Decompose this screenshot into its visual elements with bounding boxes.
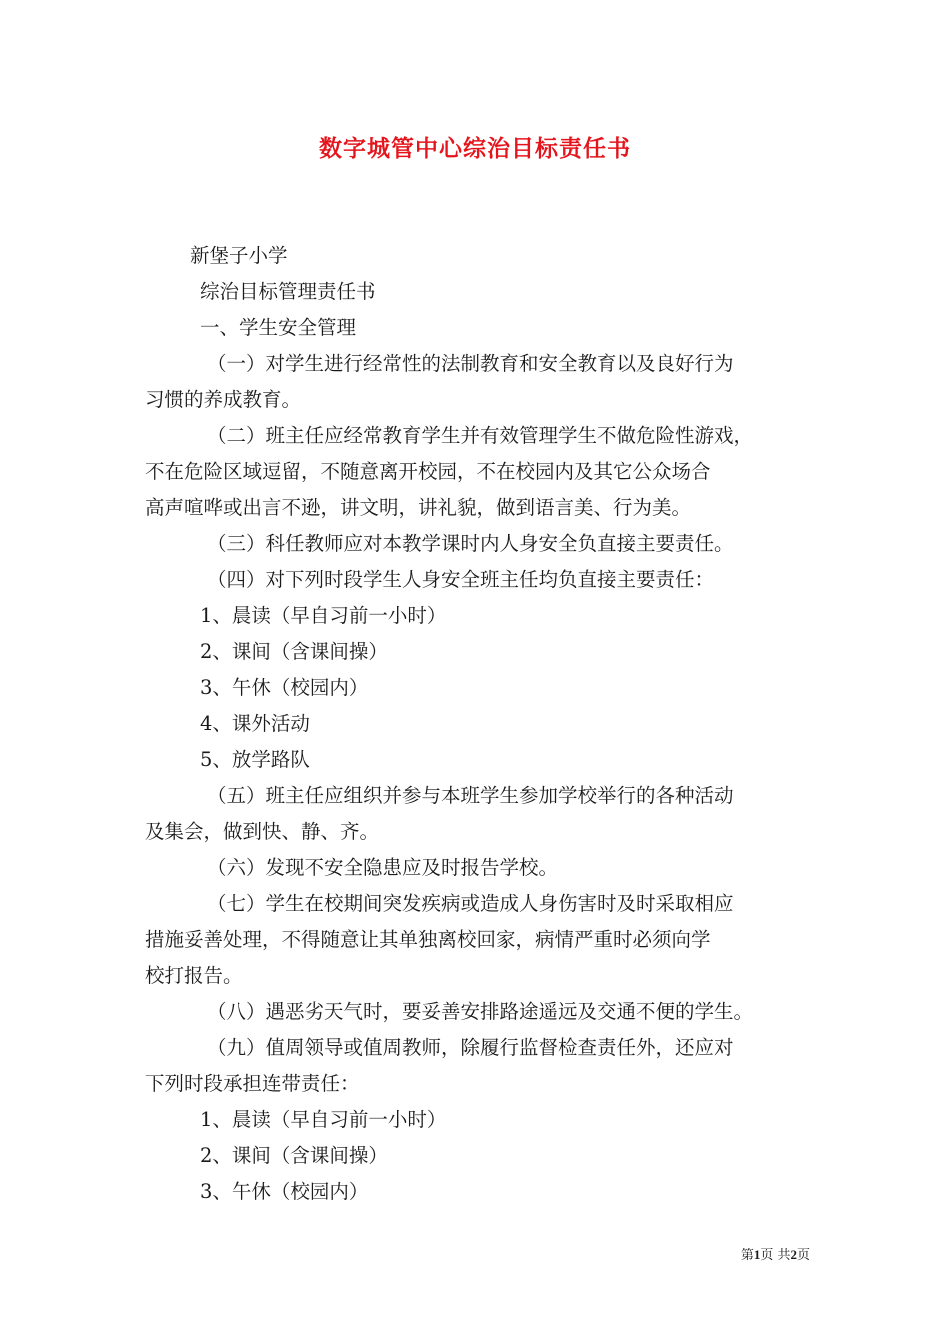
paragraph-line: （六）发现不安全隐患应及时报告学校。 <box>207 856 559 879</box>
list-item: 3、午休（校园内） <box>200 1180 369 1203</box>
list-item: 2、课间（含课间操） <box>200 1144 388 1167</box>
paragraph-line: （二）班主任应经常教育学生并有效管理学生不做危险性游戏， <box>207 424 754 447</box>
paragraph-line: 及集会，做到快、静、齐。 <box>145 820 380 843</box>
paragraph-line: 不在危险区域逗留，不随意离开校园，不在校园内及其它公众场合 <box>145 460 711 483</box>
document-body <box>145 238 815 1210</box>
current-page-number: 1 <box>753 1247 761 1262</box>
page-footer <box>700 1246 810 1265</box>
paragraph-line: 校打报告。 <box>145 964 243 987</box>
footer-suffix: 页 <box>796 1248 810 1263</box>
paragraph-line: （一）对学生进行经常性的法制教育和安全教育以及良好行为 <box>207 352 734 375</box>
document-subtitle: 综治目标管理责任书 <box>200 280 376 303</box>
paragraph-line: （九）值周领导或值周教师，除履行监督检查责任外，还应对 <box>207 1036 734 1059</box>
paragraph-line: 措施妥善处理，不得随意让其单独离校回家，病情严重时必须向学 <box>145 928 711 951</box>
paragraph-line: 习惯的养成教育。 <box>145 388 302 411</box>
paragraph-line: （五）班主任应组织并参与本班学生参加学校举行的各种活动 <box>207 784 734 807</box>
list-item: 2、课间（含课间操） <box>200 640 388 663</box>
list-item: 5、放学路队 <box>200 748 310 771</box>
total-page-number: 2 <box>790 1247 797 1262</box>
list-item: 3、午休（校园内） <box>200 676 369 699</box>
paragraph-line: （四）对下列时段学生人身安全班主任均负直接主要责任： <box>207 568 715 591</box>
list-item: 4、课外活动 <box>200 712 310 735</box>
section-heading: 一、学生安全管理 <box>200 316 357 339</box>
paragraph-line: （三）科任教师应对本教学课时内人身安全负直接主要责任。 <box>207 532 734 555</box>
paragraph-line: 下列时段承担连带责任： <box>145 1072 360 1095</box>
footer-middle: 页 共 <box>760 1248 791 1263</box>
list-item: 1、晨读（早自习前一小时） <box>200 604 447 627</box>
paragraph-line: 高声喧哗或出言不逊，讲文明，讲礼貌，做到语言美、行为美。 <box>145 496 692 519</box>
paragraph-line: （八）遇恶劣天气时，要妥善安排路途遥远及交通不便的学生。 <box>207 1000 754 1023</box>
list-item: 1、晨读（早自习前一小时） <box>200 1108 447 1131</box>
document-title: 数字城管中心综治目标责任书 <box>319 135 631 162</box>
footer-prefix: 第 <box>740 1248 754 1263</box>
school-name: 新堡子小学 <box>190 244 288 267</box>
paragraph-line: （七）学生在校期间突发疾病或造成人身伤害时及时采取相应 <box>207 892 734 915</box>
